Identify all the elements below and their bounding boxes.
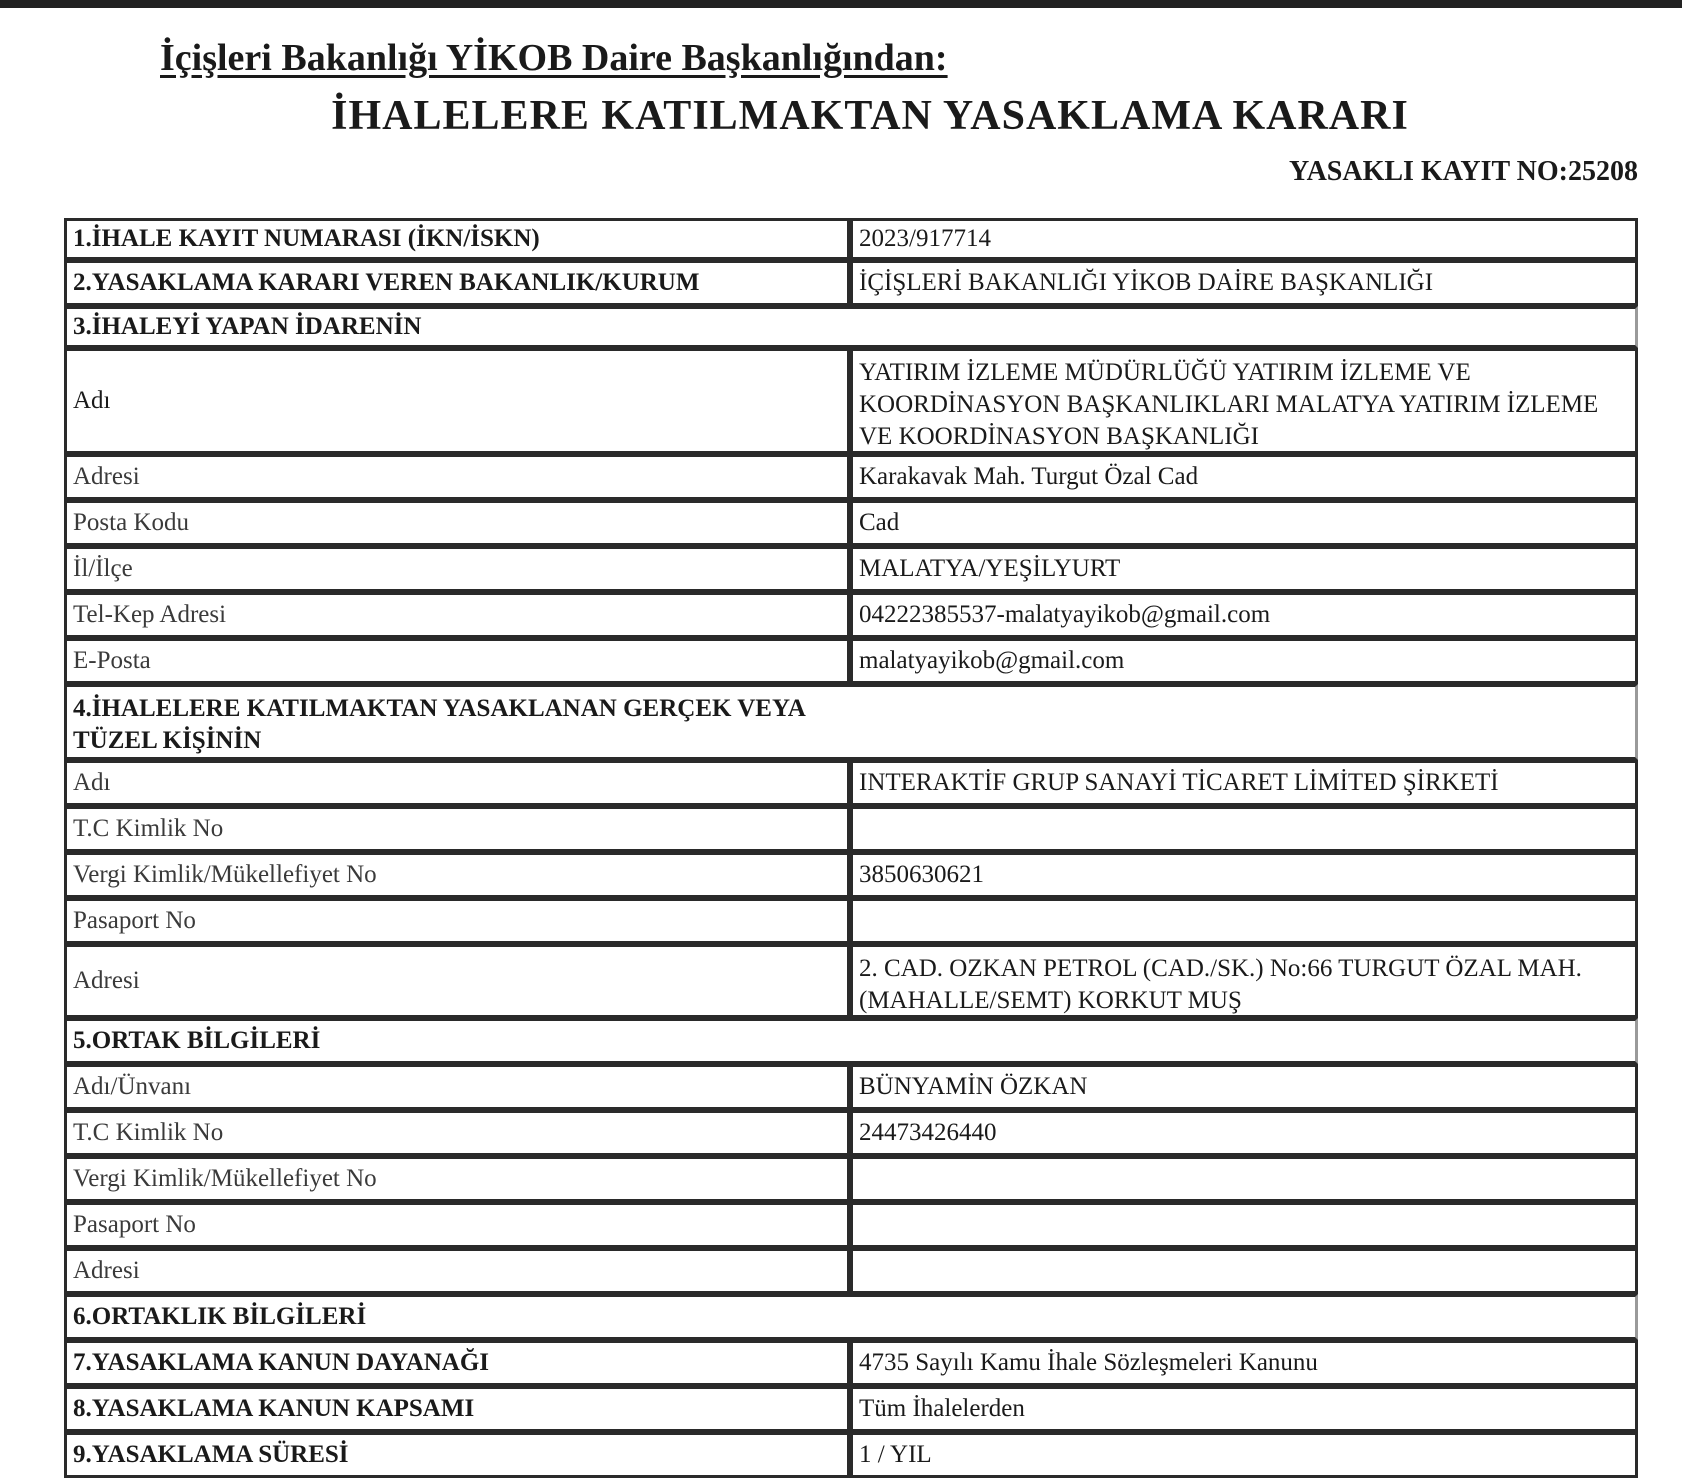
partner-tax-value: [850, 1156, 1638, 1202]
person-name-label: Adı: [64, 760, 850, 806]
person-address-label: Adresi: [64, 944, 850, 1018]
tel-kep-label: Tel-Kep Adresi: [64, 592, 850, 638]
form-row-legal-basis: [64, 1340, 1638, 1386]
section-4-title-text: 4.İHALELERE KATILMAKTAN YASAKLANAN GERÇEK VEYA TÜZEL KİŞİNİN: [73, 695, 805, 754]
section-5-header: [64, 1018, 1638, 1064]
person-tc-value: [850, 806, 1638, 852]
section-5-title: 5.ORTAK BİLGİLERİ: [64, 1018, 1638, 1064]
postal-code-value: Cad: [850, 500, 1638, 546]
section-3-title: 3.İHALEYİ YAPAN İDARENİN: [64, 306, 1638, 348]
partner-address-value: [850, 1248, 1638, 1294]
form-row-email: [64, 638, 1638, 684]
form-row-person-address: [64, 944, 1638, 1018]
province-label: İl/İlçe: [64, 546, 850, 592]
form-row-admin-address: [64, 454, 1638, 500]
form-row-person-tax: [64, 852, 1638, 898]
person-tax-label: Vergi Kimlik/Mükellefiyet No: [64, 852, 850, 898]
form-row-person-passport: [64, 898, 1638, 944]
form-row-postal-code: [64, 500, 1638, 546]
admin-address-label: Adresi: [64, 454, 850, 500]
admin-name-value: YATIRIM İZLEME MÜDÜRLÜĞÜ YATIRIM İZLEME VE KOORDİNASYON BAŞKANLIKLARI MALATYA YATIRIM İZLEME VE KOORDİNASYON BAŞKANLIĞI: [850, 348, 1638, 454]
decision-form-table: [64, 218, 1638, 1478]
admin-name-label: Adı: [64, 348, 850, 454]
section-6-header: [64, 1294, 1638, 1340]
section-3-header: [64, 306, 1638, 348]
partner-tc-label: T.C Kimlik No: [64, 1110, 850, 1156]
form-row-partner-name: [64, 1064, 1638, 1110]
ikn-value: 2023/917714: [850, 218, 1638, 260]
partner-passport-label: Pasaport No: [64, 1202, 850, 1248]
document-title: İHALELERE KATILMAKTAN YASAKLAMA KARARI: [331, 93, 1409, 139]
person-address-value: 2. CAD. OZKAN PETROL (CAD./SK.) No:66 TURGUT ÖZAL MAH. (MAHALLE/SEMT) KORKUT MUŞ: [850, 944, 1638, 1018]
section-4-title: [64, 684, 1638, 760]
top-border: [0, 0, 1682, 8]
institution-label: 2.YASAKLAMA KARARI VEREN BAKANLIK/KURUM: [64, 260, 850, 306]
person-passport-value: [850, 898, 1638, 944]
admin-address-value: Karakavak Mah. Turgut Özal Cad: [850, 454, 1638, 500]
form-row-ikn: [64, 218, 1638, 260]
institution-value: İÇİŞLERİ BAKANLIĞI YİKOB DAİRE BAŞKANLIĞI: [850, 260, 1638, 306]
legal-scope-label: 8.YASAKLAMA KANUN KAPSAMI: [64, 1386, 850, 1432]
province-value: MALATYA/YEŞİLYURT: [850, 546, 1638, 592]
ban-duration-label: 9.YASAKLAMA SÜRESİ: [64, 1432, 850, 1478]
partner-address-label: Adresi: [64, 1248, 850, 1294]
form-row-legal-scope: [64, 1386, 1638, 1432]
section-4-header: [64, 684, 1638, 760]
legal-scope-value: Tüm İhalelerden: [850, 1386, 1638, 1432]
form-row-tel-kep: [64, 592, 1638, 638]
ban-duration-value: 1 / YIL: [850, 1432, 1638, 1478]
person-passport-label: Pasaport No: [64, 898, 850, 944]
issuer-heading: İçişleri Bakanlığı YİKOB Daire Başkanlığından:: [160, 37, 948, 79]
partner-tc-value: 24473426440: [850, 1110, 1638, 1156]
postal-code-label: Posta Kodu: [64, 500, 850, 546]
partner-name-value: BÜNYAMİN ÖZKAN: [850, 1064, 1638, 1110]
form-row-province: [64, 546, 1638, 592]
legal-basis-label: 7.YASAKLAMA KANUN DAYANAĞI: [64, 1340, 850, 1386]
person-tc-label: T.C Kimlik No: [64, 806, 850, 852]
email-label: E-Posta: [64, 638, 850, 684]
registry-number: YASAKLI KAYIT NO:25208: [1288, 156, 1638, 187]
ikn-label: 1.İHALE KAYIT NUMARASI (İKN/İSKN): [64, 218, 850, 260]
form-row-partner-passport: [64, 1202, 1638, 1248]
form-row-person-tc: [64, 806, 1638, 852]
form-row-admin-name: [64, 348, 1638, 454]
tel-kep-value: 04222385537-malatyayikob@gmail.com: [850, 592, 1638, 638]
legal-basis-value: 4735 Sayılı Kamu İhale Sözleşmeleri Kanunu: [850, 1340, 1638, 1386]
partner-name-label: Adı/Ünvanı: [64, 1064, 850, 1110]
partner-tax-label: Vergi Kimlik/Mükellefiyet No: [64, 1156, 850, 1202]
form-row-partner-tc: [64, 1110, 1638, 1156]
person-name-value: INTERAKTİF GRUP SANAYİ TİCARET LİMİTED ŞİRKETİ: [850, 760, 1638, 806]
form-row-institution: [64, 260, 1638, 306]
form-row-person-name: [64, 760, 1638, 806]
section-6-title: 6.ORTAKLIK BİLGİLERİ: [64, 1294, 1638, 1340]
email-value: malatyayikob@gmail.com: [850, 638, 1638, 684]
partner-passport-value: [850, 1202, 1638, 1248]
form-row-partner-address: [64, 1248, 1638, 1294]
form-row-ban-duration: [64, 1432, 1638, 1478]
person-tax-value: 3850630621: [850, 852, 1638, 898]
form-row-partner-tax: [64, 1156, 1638, 1202]
